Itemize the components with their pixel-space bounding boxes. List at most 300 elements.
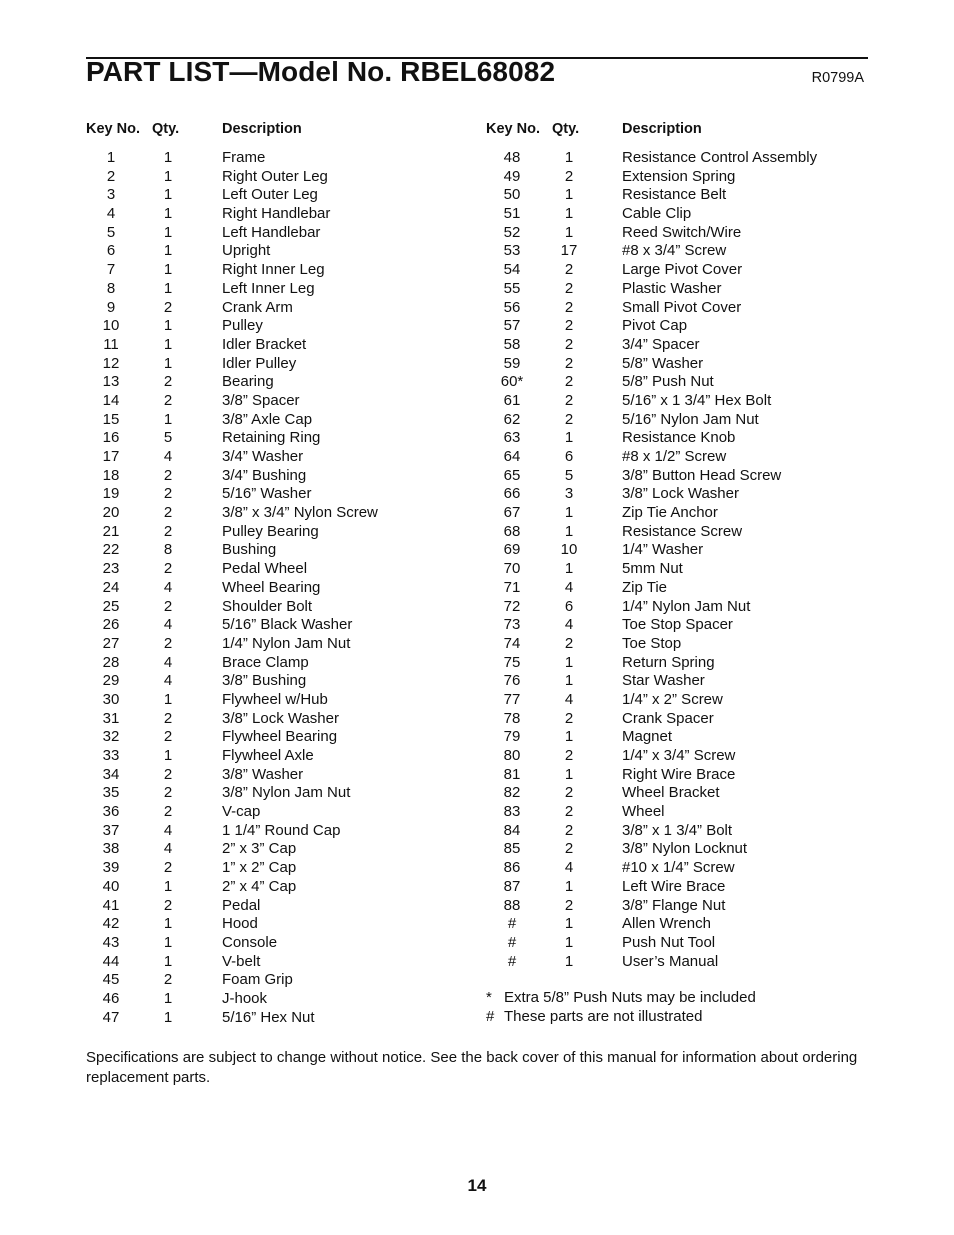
part-key-number: 38 — [102, 840, 120, 858]
part-key-number: 79 — [503, 728, 521, 746]
table-row — [86, 448, 476, 467]
part-key-number: 65 — [503, 466, 521, 484]
part-key-number: 46 — [102, 989, 120, 1007]
part-quantity: 1 — [163, 261, 173, 279]
part-description: User’s Manual — [622, 952, 719, 970]
table-row — [86, 579, 476, 598]
part-description: Wheel Bracket — [622, 784, 720, 802]
part-quantity: 1 — [564, 672, 574, 690]
part-key-number: 34 — [102, 765, 120, 783]
part-quantity: 1 — [163, 279, 173, 297]
part-description: Foam Grip — [222, 971, 293, 989]
part-quantity: 2 — [564, 261, 574, 279]
part-key-number: 30 — [102, 690, 120, 708]
part-quantity: 1 — [564, 728, 574, 746]
part-quantity: 4 — [163, 672, 173, 690]
part-quantity: 2 — [564, 803, 574, 821]
part-quantity: 1 — [564, 653, 574, 671]
part-key-number: 8 — [106, 279, 116, 297]
part-quantity: 1 — [564, 504, 574, 522]
part-description: Upright — [222, 242, 271, 260]
part-description: Bushing — [222, 541, 277, 559]
part-key-number: 10 — [102, 317, 120, 335]
part-key-number: 3 — [106, 186, 116, 204]
table-row — [86, 336, 476, 355]
part-key-number: 20 — [102, 504, 120, 522]
part-description: 3/8” Lock Washer — [222, 709, 339, 727]
table-row — [86, 859, 476, 878]
table-row — [486, 822, 868, 841]
table-row — [486, 897, 868, 916]
part-quantity: 1 — [564, 429, 574, 447]
part-key-number: 83 — [503, 803, 521, 821]
part-description: Bearing — [222, 373, 274, 391]
part-description: Left Outer Leg — [222, 186, 318, 204]
table-row — [486, 803, 868, 822]
part-key-number: 23 — [102, 560, 120, 578]
part-description: Retaining Ring — [222, 429, 321, 447]
part-key-number: 26 — [102, 616, 120, 634]
part-key-number: 41 — [102, 896, 120, 914]
part-description: Plastic Washer — [622, 279, 722, 297]
parts-table-left — [86, 119, 476, 1027]
part-key-number: 28 — [102, 653, 120, 671]
footnote-text: Extra 5/8” Push Nuts may be included — [504, 989, 756, 1006]
table-row — [86, 429, 476, 448]
part-key-number: 67 — [503, 504, 521, 522]
table-row — [86, 710, 476, 729]
part-quantity: 2 — [564, 410, 574, 428]
part-key-number: 60* — [500, 373, 524, 391]
part-description: 5/8” Push Nut — [622, 373, 714, 391]
table-row — [486, 747, 868, 766]
table-row — [486, 859, 868, 878]
table-row — [486, 784, 868, 803]
part-description: 3/4” Spacer — [622, 335, 700, 353]
part-key-number: 29 — [102, 672, 120, 690]
table-row — [86, 990, 476, 1009]
table-row — [86, 840, 476, 859]
part-quantity: 2 — [564, 335, 574, 353]
part-description: 3/8” x 3/4” Nylon Screw — [222, 504, 378, 522]
part-quantity: 1 — [564, 915, 574, 933]
table-row — [86, 280, 476, 299]
part-description: 5/16” Washer — [222, 485, 312, 503]
part-quantity: 2 — [163, 728, 173, 746]
table-header — [86, 119, 476, 139]
part-quantity: 2 — [564, 840, 574, 858]
part-description: Right Wire Brace — [622, 765, 736, 783]
part-description: 5/16” Hex Nut — [222, 1008, 315, 1026]
part-quantity: 4 — [564, 578, 574, 596]
part-description: 1/4” Nylon Jam Nut — [222, 634, 351, 652]
table-row — [486, 355, 868, 374]
part-description: 1” x 2” Cap — [222, 859, 297, 877]
part-description: Toe Stop — [622, 634, 682, 652]
part-key-number: 64 — [503, 448, 521, 465]
part-quantity: 1 — [163, 317, 173, 335]
table-row — [86, 915, 476, 934]
table-header — [486, 119, 868, 139]
page-title: PART LIST—Model No. RBEL68082 — [86, 56, 556, 87]
part-description: Right Inner Leg — [222, 261, 325, 279]
part-description: Idler Pulley — [222, 354, 297, 372]
part-quantity: 1 — [163, 1008, 173, 1026]
table-row — [486, 560, 868, 579]
table-row — [86, 224, 476, 243]
part-key-number: 84 — [503, 821, 521, 839]
part-quantity: 2 — [163, 466, 173, 484]
table-row — [486, 224, 868, 243]
part-key-number: 16 — [102, 429, 120, 447]
header-description: Description — [622, 121, 702, 137]
part-description: 5/16” Nylon Jam Nut — [622, 410, 759, 428]
part-key-number: 33 — [102, 747, 120, 764]
part-description: Crank Spacer — [622, 709, 714, 727]
part-quantity: 1 — [163, 205, 173, 223]
part-quantity: 2 — [163, 522, 173, 540]
part-quantity: 1 — [564, 877, 574, 895]
part-quantity: 2 — [564, 317, 574, 335]
part-quantity: 2 — [163, 784, 173, 802]
part-key-number: 88 — [503, 896, 521, 914]
part-quantity: 4 — [163, 821, 173, 839]
table-row — [486, 467, 868, 486]
table-row — [486, 411, 868, 430]
part-quantity: 5 — [564, 466, 574, 484]
part-key-number: 82 — [503, 784, 521, 802]
part-key-number: 4 — [106, 205, 116, 223]
part-key-number: 53 — [503, 242, 521, 260]
part-key-number: 77 — [503, 690, 521, 708]
part-description: Flywheel w/Hub — [222, 690, 328, 708]
part-key-number: 49 — [503, 167, 521, 185]
part-key-number: 12 — [102, 354, 120, 372]
part-quantity: 1 — [564, 223, 574, 241]
table-row — [86, 822, 476, 841]
part-quantity: 4 — [163, 578, 173, 596]
part-quantity: 2 — [163, 634, 173, 652]
part-key-number: 27 — [102, 634, 120, 652]
table-row — [486, 878, 868, 897]
part-description: Flywheel Axle — [222, 747, 314, 764]
table-row — [486, 579, 868, 598]
part-description: Wheel Bearing — [222, 578, 321, 596]
part-description: 1/4” Nylon Jam Nut — [622, 597, 751, 615]
part-quantity: 4 — [564, 690, 574, 708]
part-quantity: 1 — [163, 354, 173, 372]
part-quantity: 4 — [564, 859, 574, 877]
table-row — [486, 205, 868, 224]
header-key: Key No. — [86, 121, 140, 137]
part-key-number: 80 — [503, 747, 521, 764]
part-description: Extension Spring — [622, 167, 736, 185]
part-description: 2” x 4” Cap — [222, 877, 297, 895]
part-description: Console — [222, 933, 278, 951]
table-row — [86, 897, 476, 916]
part-key-number: 42 — [102, 915, 120, 933]
table-row — [86, 467, 476, 486]
table-row — [86, 541, 476, 560]
part-quantity: 4 — [564, 616, 574, 634]
part-quantity: 2 — [163, 971, 173, 989]
part-key-number: 85 — [503, 840, 521, 858]
part-key-number: 66 — [503, 485, 521, 503]
part-quantity: 2 — [564, 784, 574, 802]
table-row — [86, 691, 476, 710]
table-row — [486, 598, 868, 617]
part-quantity: 1 — [564, 205, 574, 223]
part-quantity: 1 — [163, 242, 173, 260]
part-quantity: 4 — [163, 616, 173, 634]
table-body — [86, 149, 476, 1027]
table-row — [86, 635, 476, 654]
part-description: Return Spring — [622, 653, 715, 671]
table-row — [86, 672, 476, 691]
table-row — [86, 766, 476, 785]
table-row — [86, 598, 476, 617]
table-row — [486, 616, 868, 635]
part-quantity: 1 — [564, 952, 574, 970]
part-key-number: 44 — [102, 952, 120, 970]
part-key-number: 35 — [102, 784, 120, 802]
table-row — [486, 168, 868, 187]
part-quantity: 1 — [564, 186, 574, 204]
part-description: Magnet — [622, 728, 673, 746]
part-quantity: 1 — [564, 149, 574, 166]
table-row — [86, 747, 476, 766]
part-key-number: 87 — [503, 877, 521, 895]
part-description: Allen Wrench — [622, 915, 711, 933]
part-key-number: 51 — [503, 205, 521, 223]
part-key-number: 19 — [102, 485, 120, 503]
part-key-number: 61 — [503, 391, 521, 409]
header-qty: Qty. — [552, 121, 580, 137]
part-description: Frame — [222, 149, 266, 166]
table-row — [486, 392, 868, 411]
part-key-number: 47 — [102, 1008, 120, 1026]
table-row — [86, 411, 476, 430]
part-key-number: 52 — [503, 223, 521, 241]
part-quantity: 2 — [564, 167, 574, 185]
part-description: 1/4” x 3/4” Screw — [622, 747, 736, 764]
part-quantity: 1 — [163, 223, 173, 241]
header-qty: Qty. — [152, 121, 180, 137]
part-quantity: 2 — [163, 485, 173, 503]
part-key-number: 58 — [503, 335, 521, 353]
footnotes — [486, 989, 756, 1026]
footnote — [486, 1008, 756, 1027]
part-description: #8 x 3/4” Screw — [622, 242, 727, 260]
part-description: 3/8” Spacer — [222, 391, 300, 409]
part-description: Pedal — [222, 896, 261, 914]
table-row — [86, 560, 476, 579]
part-key-number: 37 — [102, 821, 120, 839]
part-quantity: 17 — [560, 242, 578, 260]
part-description: Resistance Control Assembly — [622, 149, 818, 166]
page-number: 14 — [467, 1176, 487, 1195]
part-quantity: 2 — [163, 597, 173, 615]
part-key-number: 45 — [102, 971, 120, 989]
part-quantity: 4 — [163, 653, 173, 671]
table-row — [486, 523, 868, 542]
table-row — [86, 971, 476, 990]
part-description: 2” x 3” Cap — [222, 840, 297, 858]
part-description: 1/4” Washer — [622, 541, 704, 559]
table-row — [486, 149, 868, 168]
table-row — [86, 242, 476, 261]
part-key-number: 6 — [106, 242, 116, 260]
part-description: Left Wire Brace — [622, 877, 726, 895]
part-key-number: 36 — [102, 803, 120, 821]
part-key-number: 57 — [503, 317, 521, 335]
part-key-number: 78 — [503, 709, 521, 727]
part-quantity: 3 — [564, 485, 574, 503]
part-key-number: # — [507, 915, 517, 933]
part-key-number: 71 — [503, 578, 521, 596]
part-description: Flywheel Bearing — [222, 728, 338, 746]
part-description: Resistance Screw — [622, 522, 743, 540]
table-row — [86, 616, 476, 635]
part-description: 3/4” Bushing — [222, 466, 307, 484]
table-row — [486, 766, 868, 785]
table-row — [486, 691, 868, 710]
part-description: Large Pivot Cover — [622, 261, 743, 279]
table-row — [486, 654, 868, 673]
part-description: Pedal Wheel — [222, 560, 308, 578]
footnote-symbol: # — [486, 1007, 495, 1025]
part-key-number: 55 — [503, 279, 521, 297]
part-quantity: 1 — [163, 167, 173, 185]
part-key-number: 63 — [503, 429, 521, 447]
part-quantity: 1 — [163, 877, 173, 895]
part-description: Brace Clamp — [222, 653, 309, 671]
table-row — [486, 261, 868, 280]
table-row — [486, 710, 868, 729]
part-quantity: 10 — [560, 541, 578, 559]
table-row — [86, 168, 476, 187]
table-row — [86, 934, 476, 953]
part-description: Right Outer Leg — [222, 167, 328, 185]
part-quantity: 2 — [163, 298, 173, 316]
part-description: Toe Stop Spacer — [622, 616, 733, 634]
part-description: Idler Bracket — [222, 335, 307, 353]
part-description: Zip Tie Anchor — [622, 504, 718, 522]
part-key-number: 74 — [503, 634, 521, 652]
part-description: 1 1/4” Round Cap — [222, 821, 341, 839]
table-row — [486, 373, 868, 392]
part-description: Reed Switch/Wire — [622, 223, 742, 241]
table-row — [86, 728, 476, 747]
table-body — [486, 149, 868, 971]
table-row — [486, 504, 868, 523]
footnote — [486, 989, 756, 1008]
part-description: Left Handlebar — [222, 223, 321, 241]
table-row — [486, 728, 868, 747]
part-description: Small Pivot Cover — [622, 298, 742, 316]
table-row — [486, 953, 868, 972]
table-row — [86, 485, 476, 504]
part-quantity: 1 — [163, 690, 173, 708]
part-key-number: 2 — [106, 167, 116, 185]
table-row — [486, 429, 868, 448]
table-row — [86, 392, 476, 411]
part-quantity: 1 — [564, 933, 574, 951]
part-key-number: 56 — [503, 298, 521, 316]
part-description: 3/8” x 1 3/4” Bolt — [622, 821, 733, 839]
table-row — [486, 299, 868, 318]
part-description: #8 x 1/2” Screw — [622, 448, 727, 465]
part-key-number: 48 — [503, 149, 521, 166]
part-description: 5/16” x 1 3/4” Hex Bolt — [622, 391, 772, 409]
table-row — [486, 840, 868, 859]
part-quantity: 6 — [564, 597, 574, 615]
part-key-number: 13 — [102, 373, 120, 391]
part-quantity: 1 — [564, 560, 574, 578]
footnote-text: These parts are not illustrated — [504, 1007, 703, 1025]
footnote-symbol: * — [486, 989, 492, 1006]
part-key-number: 15 — [102, 410, 120, 428]
part-quantity: 2 — [564, 747, 574, 764]
table-row — [486, 541, 868, 560]
table-row — [86, 205, 476, 224]
part-quantity: 4 — [163, 840, 173, 858]
part-description: Shoulder Bolt — [222, 597, 313, 615]
part-description: Crank Arm — [222, 298, 293, 316]
part-quantity: 2 — [163, 765, 173, 783]
part-key-number: 43 — [102, 933, 120, 951]
table-row — [86, 784, 476, 803]
part-key-number: 76 — [503, 672, 521, 690]
part-key-number: 11 — [103, 335, 119, 353]
part-quantity: 8 — [163, 541, 173, 559]
part-quantity: 2 — [564, 821, 574, 839]
part-description: 5/8” Washer — [622, 354, 704, 372]
part-quantity: 2 — [163, 709, 173, 727]
part-description: 3/8” Axle Cap — [222, 410, 313, 428]
part-description: Hood — [222, 915, 258, 933]
part-quantity: 2 — [163, 859, 173, 877]
part-quantity: 2 — [564, 298, 574, 316]
part-key-number: 5 — [106, 223, 116, 241]
part-description: 1/4” x 2” Screw — [622, 690, 723, 708]
part-key-number: 50 — [503, 186, 521, 204]
table-row — [486, 672, 868, 691]
part-quantity: 2 — [564, 354, 574, 372]
part-quantity: 1 — [163, 915, 173, 933]
table-row — [86, 504, 476, 523]
header-description: Description — [222, 121, 302, 137]
part-quantity: 2 — [163, 560, 173, 578]
part-key-number: 9 — [106, 298, 116, 316]
part-quantity: 2 — [564, 709, 574, 727]
part-description: Cable Clip — [622, 205, 692, 223]
table-row — [86, 299, 476, 318]
part-description: V-cap — [222, 803, 261, 821]
part-quantity: 1 — [163, 933, 173, 951]
table-row — [486, 336, 868, 355]
table-row — [486, 242, 868, 261]
parts-table-right — [486, 119, 868, 971]
part-quantity: 1 — [163, 989, 173, 1007]
part-description: Pulley Bearing — [222, 522, 319, 540]
part-key-number: 59 — [503, 354, 521, 372]
table-row — [86, 149, 476, 168]
part-description: 5mm Nut — [622, 560, 683, 578]
part-quantity: 1 — [163, 747, 173, 764]
part-key-number: 86 — [503, 859, 521, 877]
table-row — [86, 355, 476, 374]
